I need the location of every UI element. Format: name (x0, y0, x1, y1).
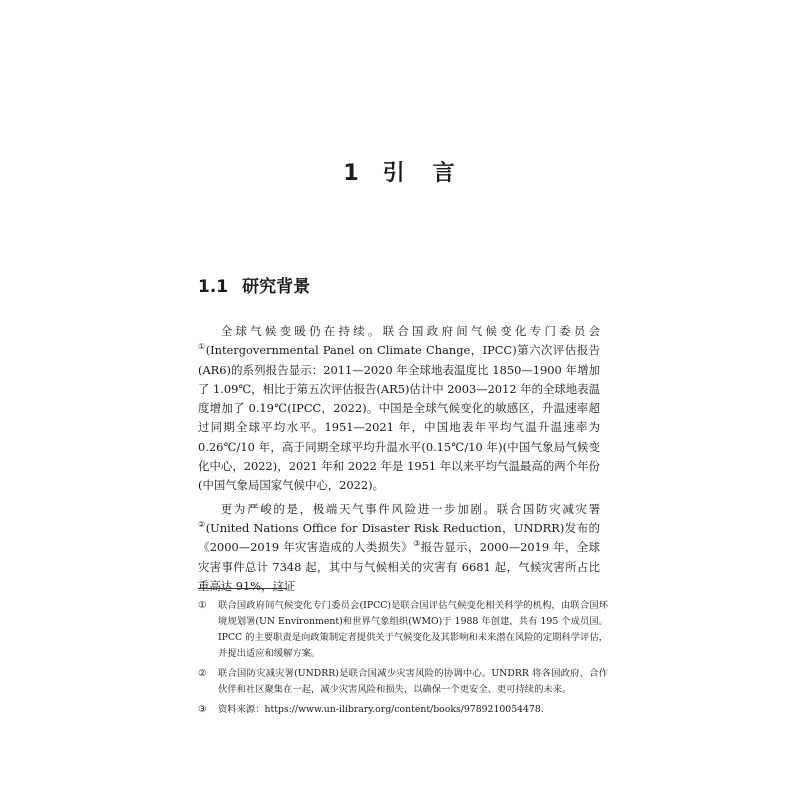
section-number: 1.1 (198, 277, 229, 297)
paragraph-2-text-a: 更为严峻的是，极端天气事件风险进一步加剧。联合国防灾减灾署 (220, 501, 600, 516)
footnote-ref-1: ① (198, 342, 206, 352)
section-heading (198, 272, 310, 297)
chapter-title-char-2: 言 (432, 161, 457, 186)
footnote-3-text[interactable]: 资料来源：https://www.un-ilibrary.org/content/books/9789210054478. (218, 704, 544, 715)
paragraph-1 (198, 322, 600, 496)
footnote-2-mark: ② (198, 668, 207, 679)
body-text (198, 322, 600, 596)
paragraph-2-text-b: (United Nations Office for Disaster Risk Reduction，UNDRR)发布的《2000—2019 年灾害造成的人类损失》 (198, 520, 600, 555)
chapter-title-char-1: 引 (382, 161, 407, 186)
section-title: 研究背景 (242, 277, 311, 297)
footnotes (198, 598, 608, 722)
footnote-ref-2: ② (198, 520, 206, 530)
footnote-3 (198, 702, 608, 718)
footnote-1-text: 联合国政府间气候变化专门委员会(IPCC)是联合国评估气候变化相关科学的机构，由联合国环境规划署(UN Environment)和世界气象组织(WMO)于 1988 年创建，共有 195 个成员国。IPCC 的主要职责是向政策制定者提供关于气候变化及其影响和未来潜在风险的定期科学评估，并提出适应和缓解方案。 (218, 600, 608, 659)
footnote-3-mark: ③ (198, 704, 207, 715)
footnote-1-mark: ① (198, 600, 207, 611)
footnote-ref-3: ③ (413, 539, 421, 549)
footnote-2 (198, 666, 608, 698)
paragraph-2 (198, 500, 600, 596)
paragraph-1-text-a: 全球气候变暖仍在持续。联合国政府间气候变化专门委员会 (220, 324, 600, 338)
paragraph-2-text-c: 报告显示，2000—2019 年，全球灾害事件总计 7348 起，其中与气候相关的灾害有 6681 起，气候灾害所占比重高达 91%，这证 (198, 540, 600, 593)
paragraph-1-text-b: (Intergovernmental Panel on Climate Change，IPCC)第六次评估报告(AR6)的系列报告显示：2011—2020 年全球地表温度比 1850—1900 年增加了 1.09℃，相比于第五次评估报告(AR5)估计中 2003—2012 年的全球地表温度增加了 0.19℃(IPCC，2022)。中国是全球气候变化的敏感区，升温速率超过同期全球平均水平。1951—2021 年，中国地表年平均气温升温速率为 0.26℃/10 年，高于同期全球平均升温水平(0.15℃/10 年)(中国气象局气候变化中心，2022)，2021 年和 2022 年是 1951 年以来平均气温最高的两个年份(中国气象局国家气候中心，2022)。 (198, 343, 600, 493)
footnote-divider (198, 588, 286, 589)
footnote-1 (198, 598, 608, 662)
chapter-number: 1 (343, 161, 361, 186)
footnote-2-text: 联合国防灾减灾署(UNDRR)是联合国减少灾害风险的协调中心。UNDRR 将各国政府、合作伙伴和社区聚集在一起，减少灾害风险和损失，以确保一个更安全、更可持续的未来。 (218, 668, 608, 695)
chapter-title (0, 156, 800, 187)
